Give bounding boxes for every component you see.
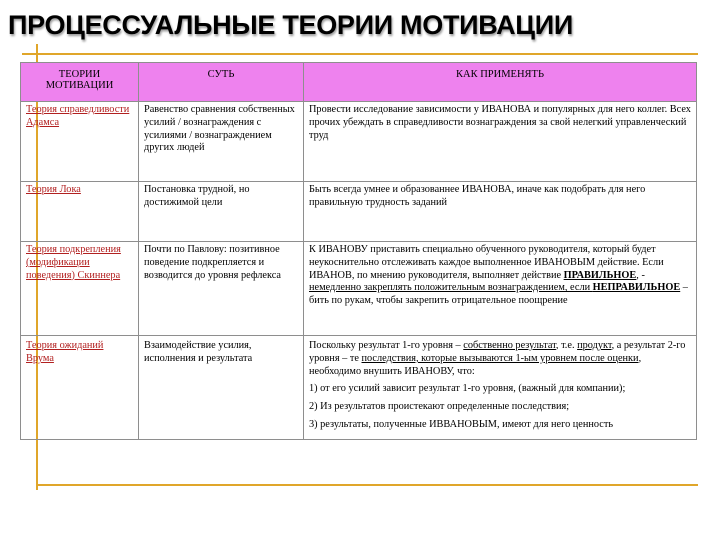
apply-emphasis: ПРАВИЛЬНОЕ [563,269,637,281]
theory-name-vroom[interactable]: Теория ожиданий Врума [21,336,139,440]
apply-text: , - [636,269,645,281]
theory-essence: Взаимодействие усилия, исполнения и результата [139,336,304,440]
theory-essence: Равенство сравнения собственных усилий / вознаграждения с усилиями / вознаграждением других людей [139,102,304,182]
page-title: ПРОЦЕССУАЛЬНЫЕ ТЕОРИИ МОТИВАЦИИ [8,10,573,40]
apply-underlined: собственно результат [463,340,556,351]
table-row [21,336,697,440]
table-row [21,182,697,242]
header-theories: ТЕОРИИ МОТИВАЦИИ [21,63,139,102]
theory-name-skinner[interactable]: Теория подкрепления (модификации поведения) Скиннера [21,242,139,336]
apply-underlined: продукт [577,340,612,351]
motivation-theories-table [20,62,697,440]
apply-list-item: 1) от его усилий зависит результат 1-го уровня, (важный для компании); [309,383,626,395]
apply-underlined: последствия, которые вызываются 1-ым уровнем после оценки [361,352,639,364]
apply-text: – бить по рукам, чтобы закрепить отрицательное поощрение [309,282,688,307]
apply-underlined: немедленно закреплять положительным вознаграждением, если [309,282,593,294]
apply-text: , необходимо внушить ИВАНОВУ, что: [309,352,642,377]
theory-essence: Постановка трудной, но достижимой цели [139,182,304,242]
header-apply: КАК ПРИМЕНЯТЬ [304,63,697,102]
theory-name-adams[interactable]: Теория справедливости Адамса [21,102,139,182]
apply-text: , а результат 2-го уровня – те [309,340,686,364]
theory-apply [304,242,697,336]
theory-apply: Провести исследование зависимости у ИВАНОВА и популярных для него коллег. Всех прочих убеждать в справедливости вознаграждения за свой нелегкий управленческий труд [304,102,697,182]
apply-text: Поскольку результат 1-го уровня – [309,340,464,351]
theory-name-locke[interactable]: Теория Лока [21,182,139,242]
apply-list-item: 2) Из результатов проистекают определенные последствия; [309,401,570,413]
theory-essence: Почти по Павлову: позитивное поведение подкрепляется и возводится до уровня рефлекса [139,242,304,336]
apply-text: , т.е. [555,340,578,351]
header-essence: СУТЬ [139,63,304,102]
table-header-row [21,63,697,102]
decor-bottom-rule [38,484,698,486]
theory-apply: Быть всегда умнее и образованнее ИВАНОВА, иначе как подобрать для него правильную трудность заданий [304,182,697,242]
apply-emphasis: НЕПРАВИЛЬНОЕ [592,282,681,294]
table-row [21,242,697,336]
table-row [21,102,697,182]
theory-apply [304,336,697,440]
apply-text: К ИВАНОВУ приставить специально обученного руководителя, который будет неукоснительно отслеживать каждое выполненное ИВАНОВЫМ действие. Если ИВАНОВ, по мнению руководителя, выполняет действие [309,244,664,281]
decor-top-rule [22,53,698,55]
apply-list-item: 3) результаты, полученные ИВВАНОВЫМ, имеют для него ценность [309,418,614,430]
